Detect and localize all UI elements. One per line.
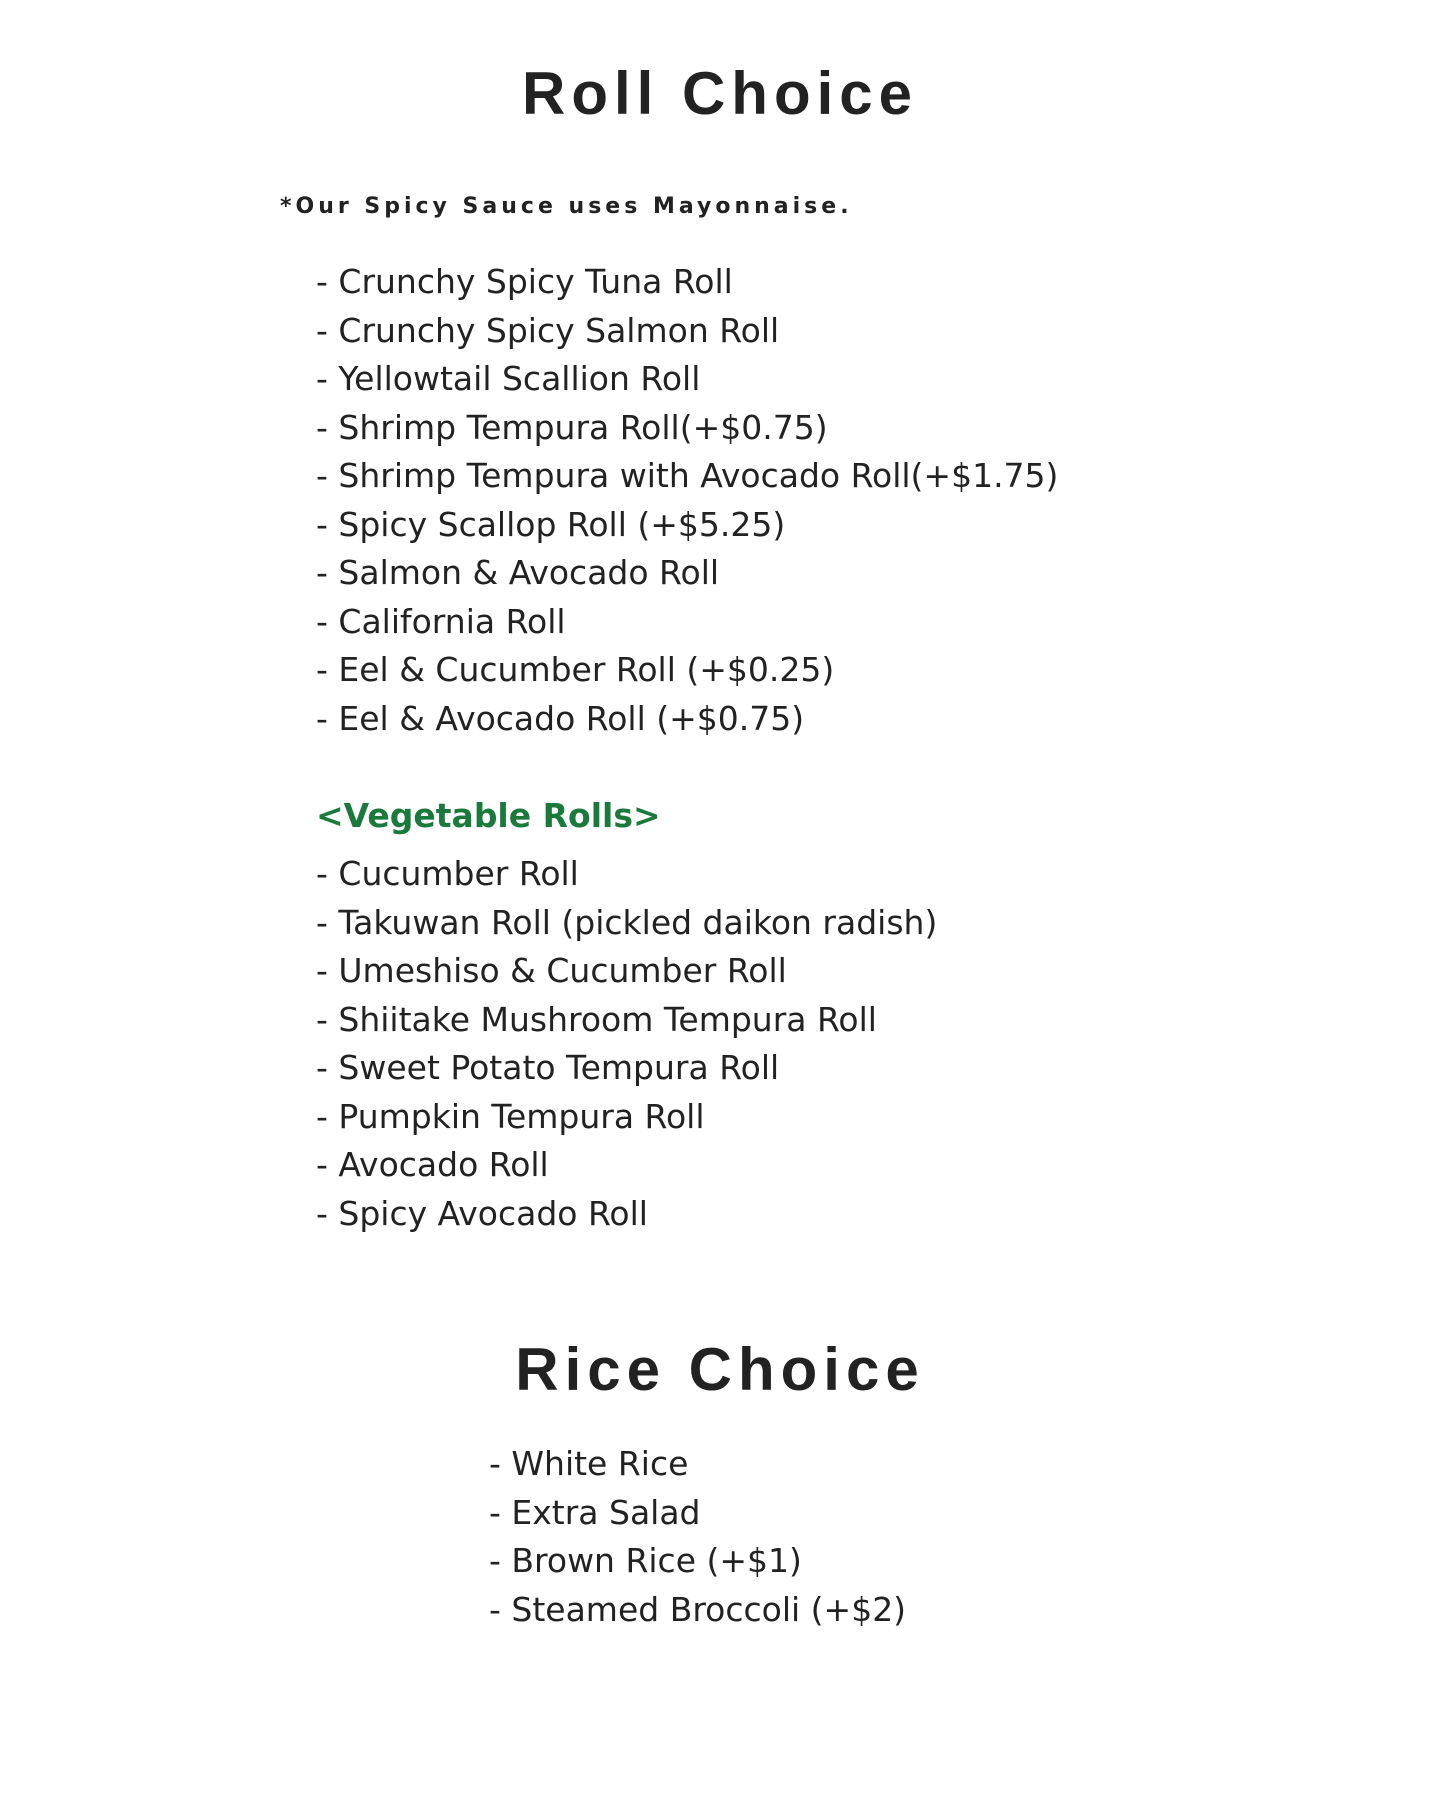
- list-item: - Spicy Scallop Roll (+$5.25): [316, 504, 786, 544]
- list-item: - Yellowtail Scallion Roll: [316, 359, 701, 398]
- list-item: - Avocado Roll: [316, 1145, 549, 1184]
- list-item: - Crunchy Spicy Salmon Roll: [316, 310, 780, 350]
- list-item: - Pumpkin Tempura Roll: [316, 1096, 705, 1136]
- list-item: - Eel & Cucumber Roll (+$0.25): [316, 650, 835, 689]
- list-item: - Cucumber Roll: [316, 854, 579, 893]
- list-item: - Shrimp Tempura Roll(+$0.75): [316, 407, 828, 447]
- roll-choice-title: Roll Choice: [521, 60, 919, 127]
- spicy-sauce-note: *Our Spicy Sauce uses Mayonnaise.: [280, 194, 853, 219]
- rice-choice-title: Rice Choice: [515, 1336, 925, 1403]
- rice-list: [489, 1440, 906, 1634]
- list-item: - Shiitake Mushroom Tempura Roll: [316, 999, 877, 1039]
- list-item: - Salmon & Avocado Roll: [316, 553, 720, 592]
- list-item: - White Rice: [489, 1444, 689, 1483]
- list-item: - Brown Rice (+$1): [489, 1541, 802, 1580]
- list-item: - Takuwan Roll (pickled daikon radish): [316, 902, 938, 942]
- list-item: - Eel & Avocado Roll (+$0.75): [316, 698, 805, 738]
- list-item: - Steamed Broccoli (+$2): [489, 1589, 907, 1629]
- list-item: - California Roll: [316, 601, 566, 641]
- roll-list: [316, 258, 1058, 743]
- list-item: - Crunchy Spicy Tuna Roll: [316, 262, 733, 301]
- vegetable-rolls-heading: <Vegetable Rolls>: [316, 796, 661, 835]
- list-item: - Extra Salad: [489, 1492, 701, 1532]
- vegetable-roll-list: [316, 850, 937, 1238]
- list-item: - Umeshiso & Cucumber Roll: [316, 951, 787, 990]
- list-item: - Spicy Avocado Roll: [316, 1193, 648, 1233]
- list-item: - Shrimp Tempura with Avocado Roll(+$1.75): [316, 456, 1059, 495]
- list-item: - Sweet Potato Tempura Roll: [316, 1048, 780, 1087]
